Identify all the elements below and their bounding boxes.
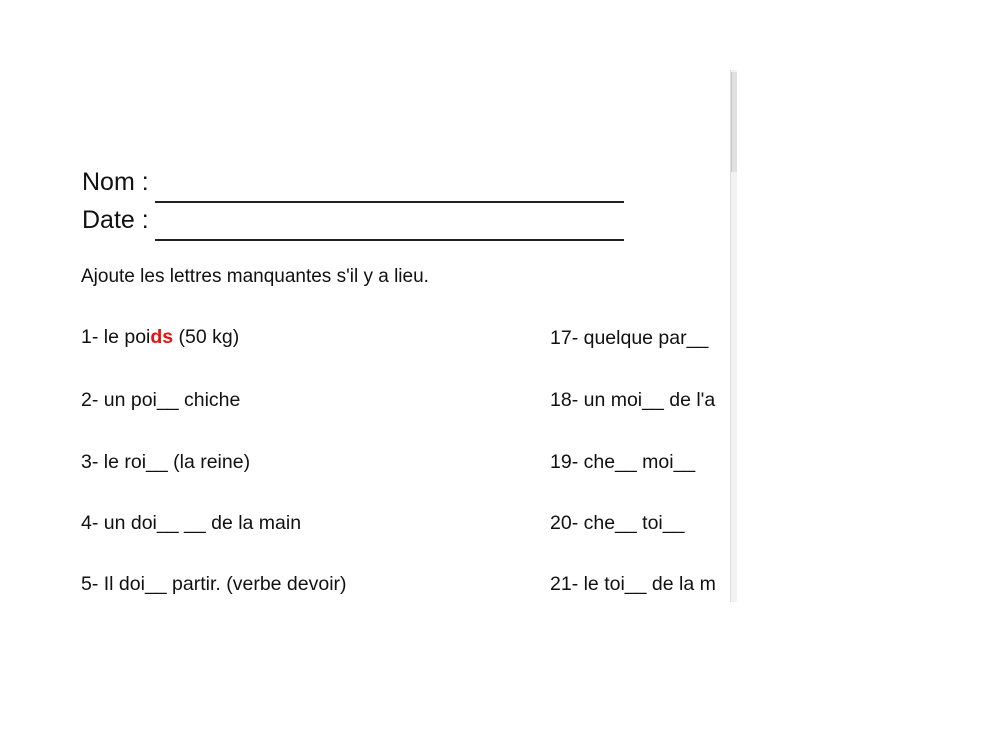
item-text: (50 kg) (173, 326, 240, 348)
exercise-item: 17- quelque par__ (550, 327, 709, 349)
exercise-item: 18- un moi__ de l'a (550, 389, 716, 411)
exercise-item: 4- un doi__ __ de la main (81, 512, 302, 534)
name-label: Nom : (82, 168, 149, 196)
instruction: Ajoute les lettres manquantes s'il y a lieu. (81, 266, 429, 287)
exercise-item: 19- che__ moi__ (550, 451, 696, 473)
answer-text: ds (150, 326, 174, 348)
date-field-line[interactable] (155, 239, 624, 241)
exercise-item: 2- un poi__ chiche (81, 389, 241, 411)
vertical-scrollbar[interactable] (730, 70, 737, 602)
scrollbar-thumb[interactable] (731, 72, 737, 172)
exercise-item: 21- le toi__ de la m (550, 573, 716, 595)
exercise-item: 5- Il doi__ partir. (verbe devoir) (81, 573, 347, 595)
date-label: Date : (82, 206, 149, 234)
item-text: 1- le poi (81, 326, 151, 348)
exercise-item (81, 326, 239, 349)
exercise-item: 20- che__ toi__ (550, 512, 685, 534)
name-field-line[interactable] (155, 201, 624, 203)
exercise-item: 3- le roi__ (la reine) (81, 451, 251, 473)
